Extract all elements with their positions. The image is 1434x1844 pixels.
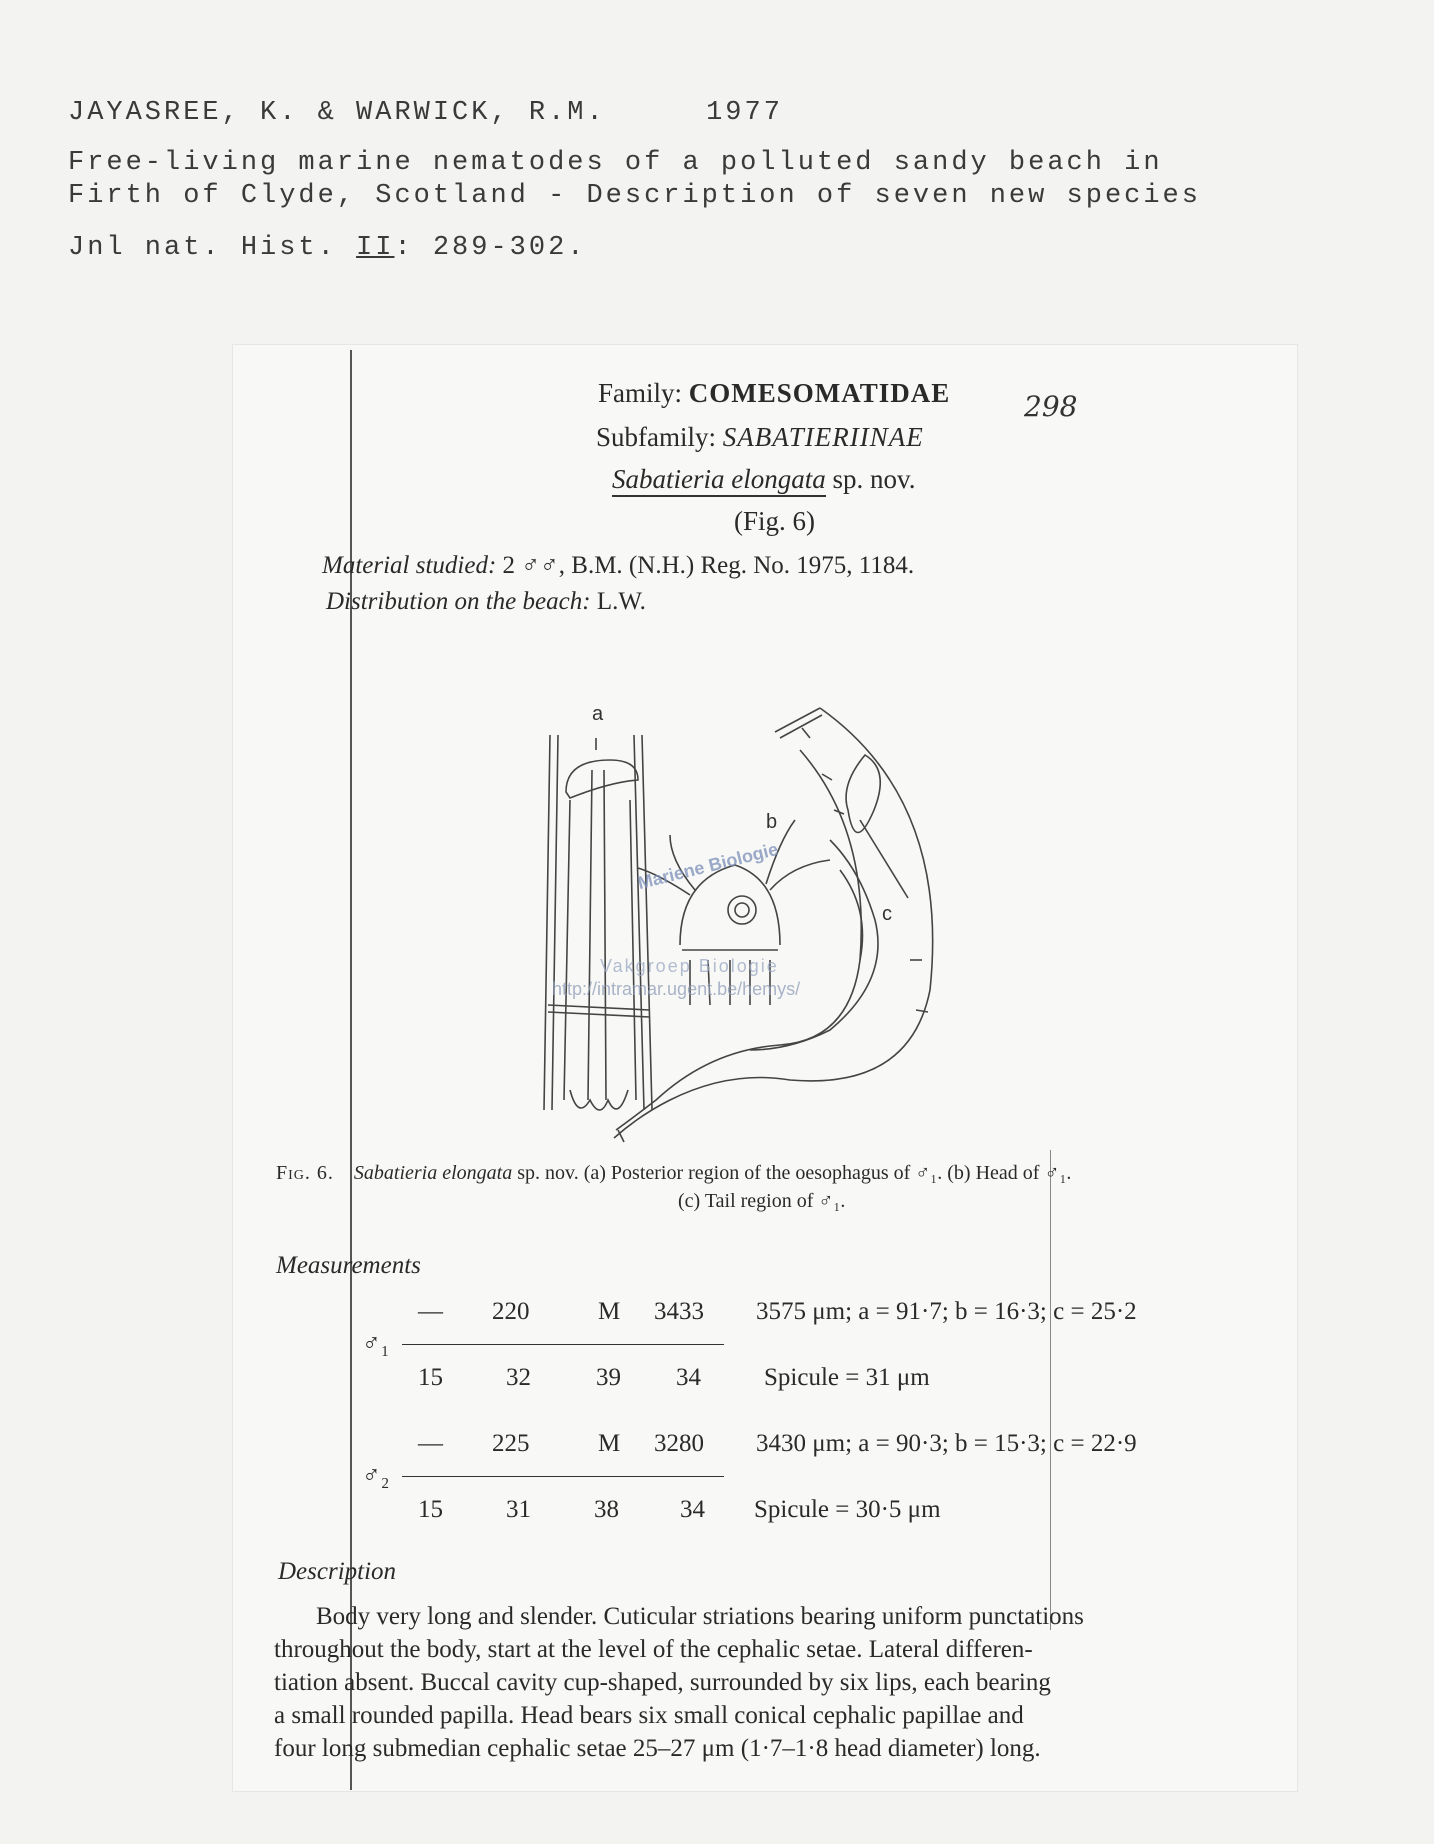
figure-label-a: a: [592, 703, 604, 725]
typed-pages: : 289-302.: [394, 233, 587, 263]
distribution: [326, 588, 646, 616]
m2-spicule: Spicule = 30·5 μm: [754, 1496, 941, 1523]
m2-bottom-2: 31: [506, 1496, 531, 1523]
m1-fraction-rule: [402, 1344, 724, 1345]
figure-a-oesophagus: [544, 735, 652, 1110]
m2-top-2: 225: [492, 1430, 530, 1457]
caption-species: Sabatieria elongata: [353, 1162, 513, 1184]
m1-specimen-label: ♂₁: [362, 1330, 390, 1357]
figure-c-tail: [614, 708, 933, 1142]
m2-top-1: —: [418, 1430, 443, 1457]
caption-line-1: sp. nov. (a) Posterior region of the oesophagus of ♂₁. (b) Head of ♂₁.: [517, 1162, 1072, 1184]
m1-bottom-1: 15: [418, 1364, 443, 1391]
watermark-top: Mariene Biologie: [635, 838, 781, 894]
watermark-url: http://intramar.ugent.be/hemys/: [552, 979, 801, 999]
species-suffix: sp. nov.: [832, 464, 916, 494]
description-line-2: throughout the body, start at the level of the cephalic setae. Lateral differen-: [274, 1636, 1033, 1663]
description-line-3: tiation absent. Buccal cavity cup-shaped, surrounded by six lips, each bearing: [274, 1669, 1051, 1696]
measurements-heading: Measurements: [276, 1252, 421, 1279]
typed-journal-line: [68, 233, 586, 263]
handwritten-page-number: 298: [1024, 390, 1078, 423]
typed-authors: JAYASREE, K. & WARWICK, R.M.: [68, 98, 606, 128]
figure-caption: [276, 1162, 1071, 1185]
m1-top-3: M: [598, 1298, 621, 1325]
typed-journal: Jnl nat. Hist.: [68, 233, 337, 263]
typed-title-line-1: Free-living marine nematodes of a polluted sandy beach in: [68, 148, 1163, 178]
figure-6-drawing: [530, 660, 1050, 1160]
typed-year: 1977: [706, 98, 783, 128]
m1-bottom-4: 34: [676, 1364, 701, 1391]
family-heading: [598, 378, 950, 409]
caption-fig-number: Fig. 6.: [276, 1162, 334, 1184]
typed-title-line-2: Firth of Clyde, Scotland - Description of seven new species: [68, 181, 1201, 211]
m2-bottom-1: 15: [418, 1496, 443, 1523]
figure-label-c: c: [882, 903, 892, 925]
description-line-1: Body very long and slender. Cuticular striations bearing uniform punctations: [316, 1603, 1084, 1630]
subfamily-heading: [596, 422, 924, 453]
m1-bottom-3: 39: [596, 1364, 621, 1391]
description-line-5: four long submedian cephalic setae 25–27 μm (1·7–1·8 head diameter) long.: [274, 1735, 1041, 1762]
m2-summary: 3430 μm; a = 90·3; b = 15·3; c = 22·9: [756, 1430, 1137, 1457]
typed-volume: II: [356, 233, 395, 263]
family-label: Family:: [598, 378, 683, 408]
m1-top-1: —: [418, 1298, 443, 1325]
description-heading: Description: [278, 1558, 397, 1585]
m2-specimen-label: ♂₂: [362, 1462, 390, 1489]
subfamily-label: Subfamily:: [596, 422, 716, 452]
species-heading: [612, 464, 916, 495]
watermark-middle: Vakgroep Biologie: [600, 956, 779, 976]
m1-top-2: 220: [492, 1298, 530, 1325]
subfamily-name: SABATIERIINAE: [722, 422, 924, 452]
figure-label-b: b: [766, 811, 778, 833]
figure-b-head: [635, 820, 830, 1005]
m1-summary: 3575 μm; a = 91·7; b = 16·3; c = 25·2: [756, 1298, 1137, 1325]
figure-reference: (Fig. 6): [734, 506, 815, 536]
m2-bottom-4: 34: [680, 1496, 705, 1523]
m2-fraction-rule: [402, 1476, 724, 1477]
m1-spicule: Spicule = 31 μm: [764, 1364, 930, 1391]
family-name: COMESOMATIDAE: [688, 378, 951, 408]
m1-top-4: 3433: [654, 1298, 704, 1325]
m2-bottom-3: 38: [594, 1496, 619, 1523]
m2-top-4: 3280: [654, 1430, 704, 1457]
m1-bottom-2: 32: [506, 1364, 531, 1391]
material-text: 2 ♂♂, B.M. (N.H.) Reg. No. 1975, 1184.: [502, 552, 915, 579]
material-studied: [322, 552, 914, 580]
description-line-4: a small rounded papilla. Head bears six small conical cephalic papillae and: [274, 1702, 1024, 1729]
photocopy-crease-line: [1050, 1150, 1051, 1630]
m2-top-3: M: [598, 1430, 621, 1457]
material-label: Material studied:: [322, 552, 497, 579]
caption-line-2: (c) Tail region of ♂₁.: [678, 1190, 846, 1212]
description-body: [274, 1600, 1084, 1765]
species-name: Sabatieria elongata: [612, 464, 826, 497]
typed-authors-line: [68, 98, 783, 128]
distribution-label: Distribution on the beach:: [326, 588, 591, 615]
distribution-text: L.W.: [596, 588, 646, 615]
